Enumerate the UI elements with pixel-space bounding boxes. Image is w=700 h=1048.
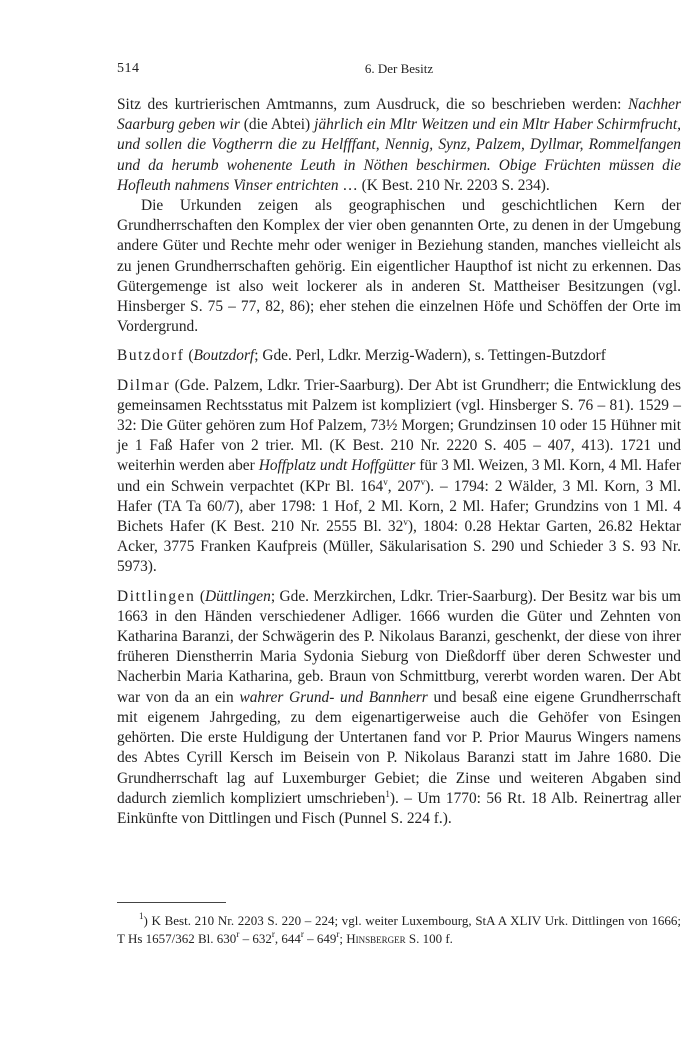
recto-mark: r <box>336 929 340 939</box>
footnote-reference[interactable]: 1 <box>385 788 390 799</box>
text-run: und besaß eine eigene Grundherrschaft mit eigenem Jahrgeding, zu dem eigenartigerweise auch die Gehöfer von Esingen gehörten. Die erste Huldigung der Untertanen fand vor P. Prior Maurus Wingers namens des Abtes Cyrill Kersch im Beisein von P. Nikolaus Baranzi statt im Jahre 1680. Die Grundherrschaft lag auf Luxemburger Gebiet; die Zinse und weiteren Abgaben sind dadurch ziemlich kompliziert umschrieben <box>117 688 681 807</box>
entry-heading: Butzdorf <box>117 347 185 365</box>
verso-mark: v <box>403 517 408 528</box>
text-run: ). – 1794: 2 Wälder, 3 Ml. Korn, 3 Ml. Hafer (TA Ta 60/7), aber 1798: 1 Hof, 2 Ml. Korn, 2 Ml. Hafer; Grundzins von 1 Ml. 4 Bichets Hafer (K Best. 210 Nr. 2555 Bl. 32 <box>117 477 681 536</box>
paragraph-continued <box>117 95 681 196</box>
text-run: Sitz des kurtrierischen Amtmanns, zum Ausdruck, die so beschrieben werden: <box>117 96 628 113</box>
text-run: für 3 Ml. Weizen, 3 Ml. Korn, 4 Ml. Hafer und ein Schwein verpachtet (KPr Bl. 164 <box>117 457 681 495</box>
verso-mark: v <box>420 476 426 487</box>
text-run: ( <box>195 587 205 605</box>
citation: … (K Best. 210 Nr. 2203 S. 234). <box>338 176 550 194</box>
text-run: , 207 <box>387 477 421 495</box>
entry-heading: Dilmar <box>117 376 171 394</box>
entry-butzdorf <box>117 346 681 366</box>
page-number: 514 <box>117 61 140 76</box>
text-run: ; <box>339 931 347 946</box>
page-header <box>117 61 681 81</box>
text-run: ( <box>184 347 194 365</box>
text-run: ). – Um 1770: 56 Rt. 18 Alb. Reinertrag aller Einkünfte von Dittlingen und Fisch (Punnel S. 224 f.). <box>117 789 681 827</box>
footnote-divider <box>117 902 226 903</box>
verso-mark: v <box>383 476 388 487</box>
text-run: ; Gde. Perl, Ldkr. Merzig-Wadern), s. Tettingen-Butzdorf <box>254 347 606 365</box>
running-title: 6. Der Besitz <box>364 61 434 76</box>
historic-name: Boutzdorf <box>193 347 255 365</box>
quoted-text: Nachher Saarburg geben wir <box>117 96 681 134</box>
text-run: ; Gde. Merzkirchen, Ldkr. Trier-Saarburg). Der Besitz war bis um 1663 in den Händen verschiedener Adliger. 1666 wurden die Güter und Zehnten von Katharina Baranzi, der Schwägerin des P. Nikolaus Baranzi, geschenkt, der diese von ihrer früheren Dienstherrin Maria Sydonia Sieburg von Dießdorff über deren Schwester und Nacherbin Maria Katharina, geb. Braun von Schmittburg, vererbt worden waren. Der Abt war von da an ein <box>117 587 681 706</box>
recto-mark: r <box>300 929 304 939</box>
text-run: ), 1804: 0.28 Hektar Garten, 26.82 Hektar Acker, 3775 Franken Kaufpreis (Müller, Säkularisation S. 290 und Schieder 3 S. 93 Nr. 5973). <box>117 518 681 576</box>
quoted-text: wahrer Grund- und Bannherr <box>239 688 428 706</box>
body-text <box>117 95 681 829</box>
quoted-text: Hoffplatz undt Hoffgütter <box>258 457 416 475</box>
text-run: – 632 <box>239 931 272 946</box>
recto-mark: r <box>271 929 275 939</box>
text-run: (Gde. Palzem, Ldkr. Trier-Saarburg). Der Abt ist Grundherr; die Entwicklung des gemeinsamen Rechtsstatus mit Palzem ist kompliziert (vgl. Hinsberger S. 76 – 81). 1529 – 32: Die Güter gehören zum Hof Palzem, 73½ Morgen; Grundzinsen 10 oder 15 Hühner mit je 1 Faß Hafer von 2 trier. Ml. (K Best. 210 Nr. 2220 S. 405 – 407, 413). 1721 und weiterhin werden aber <box>117 376 681 475</box>
text-run: S. 100 f. <box>405 931 453 946</box>
entry-heading: Dittlingen <box>117 587 196 605</box>
entry-dilmar <box>117 376 681 578</box>
author-name: Hinsberger <box>346 931 406 946</box>
footnote-mark: 1 <box>139 911 144 921</box>
footnote <box>117 912 681 948</box>
text-run: , 644 <box>274 931 301 946</box>
text-run: (die Abtei) <box>239 116 315 134</box>
quoted-text: jährlich ein Mltr Weitzen und ein Mltr Haber Schirmfrucht, und sollen die Vogtherrn die zu Helfffant, Nennig, Synz, Palzem, Dyllmar, Rommelfangen und da herumb wohenente Leuth in Nöthen beschirmen. Obige Früchten müssen die Hofleuth nahmens Vinser entrichten <box>117 116 681 194</box>
historic-name: Düttlingen <box>204 587 271 605</box>
entry-dittlingen <box>117 587 681 829</box>
recto-mark: r <box>236 929 240 939</box>
text-run: – 649 <box>303 931 337 946</box>
text-run: ) K Best. 210 Nr. 2203 S. 220 – 224; vgl. weiter Luxembourg, StA A XLIV Urk. Dittlingen von 1666; T Hs 1657/362 Bl. 630 <box>117 913 681 946</box>
paragraph: Die Urkunden zeigen als geographischen und geschichtlichen Kern der Grundherrschaften den Komplex der vier oben genannten Orte, zu denen in der Umgebung andere Güter und Rechte mehr oder weniger in Beziehung standen, manches vielleicht als zu jenen Grundherrschaften gehörig. Ein eigentlicher Haupthof ist nicht zu erkennen. Das Gütergemenge ist also weit lockerer als in anderen St. Mattheiser Besitzungen (vgl. Hinsberger S. 75 – 77, 82, 86); eher stehen die einzelnen Höfe und Schöffen der Orte im Vordergrund. <box>117 197 681 336</box>
